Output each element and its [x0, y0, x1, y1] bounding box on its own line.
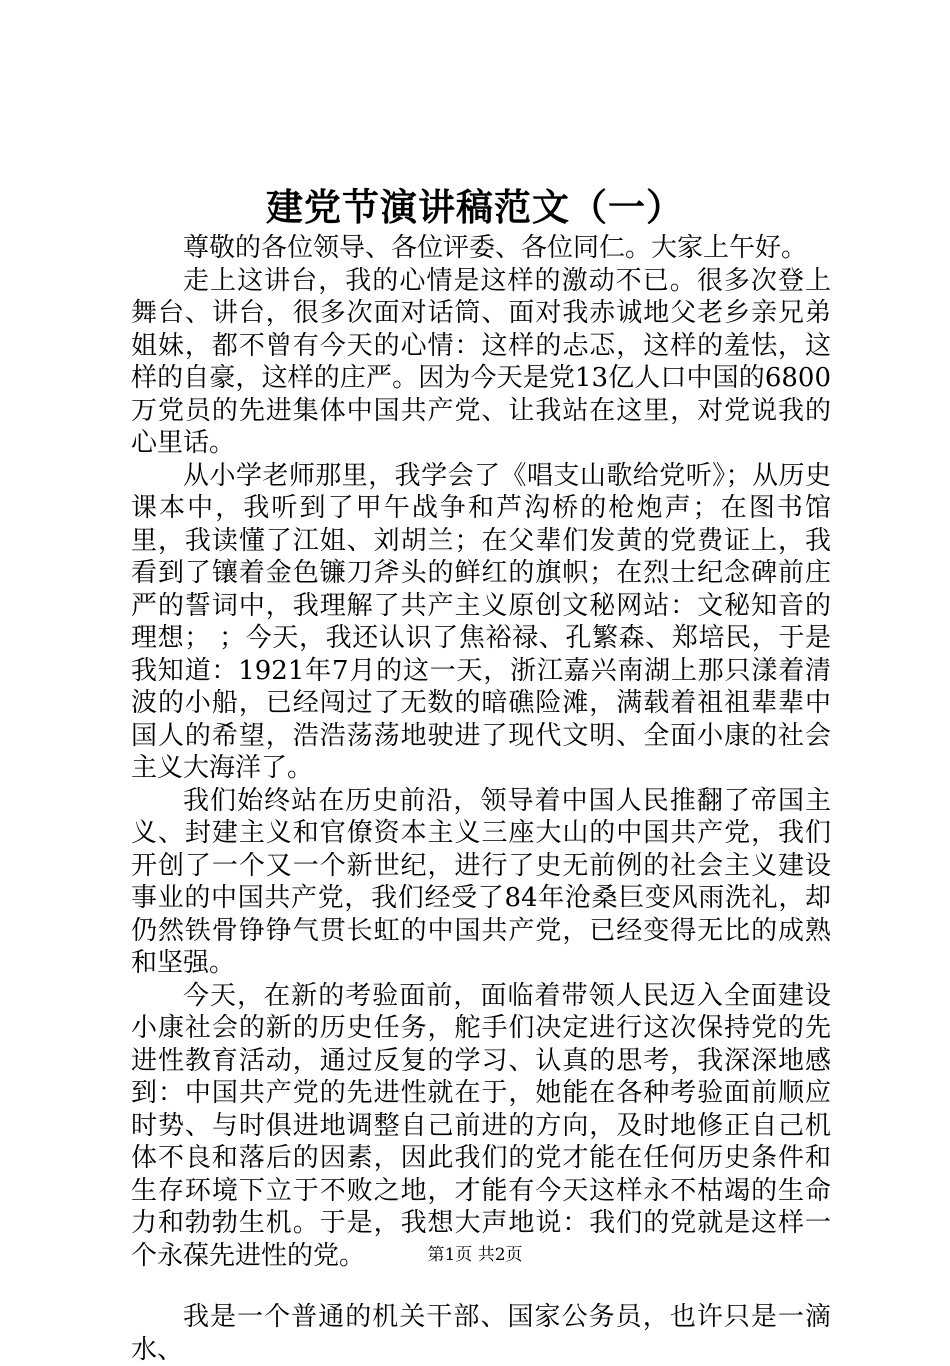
paragraph-self: 我是一个普通的机关干部、国家公务员，也许只是一滴水、 — [131, 1302, 831, 1365]
paragraph-history: 我们始终站在历史前沿，领导着中国人民推翻了帝国主义、封建主义和官僚资本主义三座大山的中国共产党，我们开创了一个又一个新世纪，进行了史无前例的社会主义建设事业的中国共产党，我们经受了84年沧桑巨变风雨洗礼，却仍然铁骨铮铮气贯长虹的中国共产党，已经变得无比的成熟和坚强。 — [131, 785, 831, 978]
paragraph-today: 今天，在新的考验面前，面临着带领人民迈入全面建设小康社会的新的历史任务，舵手们决定进行这次保持党的先进性教育活动，通过反复的学习、认真的思考，我深深地感到：中国共产党的先进性就在于，她能在各种考验面前顺应时势、与时俱进地调整自己前进的方向，及时地修正自己机体不良和落后的因素，因此我们的党才能在任何历史条件和生存环境下立于不败之地，才能有今天这样永不枯竭的生命力和勃勃生机。于是，我想大声地说：我们的党就是这样一个永葆先进性的党。 — [131, 980, 831, 1271]
document-title: 建党节演讲稿范文（一） — [266, 185, 684, 229]
paragraph-opening: 走上这讲台，我的心情是这样的激动不已。很多次登上舞台、讲台，很多次面对话筒、面对我赤诚地父老乡亲兄弟姐妹，都不曾有今天的心情：这样的忐忑，这样的羞怯，这样的自豪，这样的庄严。因为今天是党13亿人口中国的6800万党员的先进集体中国共产党、让我站在这里，对党说我的心里话。 — [131, 265, 831, 458]
paragraph-learning: 从小学老师那里，我学会了《唱支山歌给党听》；从历史课本中，我听到了甲午战争和芦沟桥的枪炮声；在图书馆里，我读懂了江姐、刘胡兰；在父辈们发黄的党费证上，我看到了镶着金色镰刀斧头的鲜红的旗帜；在烈士纪念碑前庄严的誓词中，我理解了共产主义原创文秘网站：文秘知音的理想； ；今天，我还认识了焦裕禄、孔繁森、郑培民，于是我知道：1921年7月的这一天，浙江嘉兴南湖上那只漾着清波的小船，已经闯过了无数的暗礁险滩，满载着祖祖辈辈中国人的希望，浩浩荡荡地驶进了现代文明、全面小康的社会主义大海洋了。 — [131, 460, 831, 783]
document-body — [131, 232, 831, 1366]
page-footer: 第1页 共2页 — [427, 1245, 523, 1265]
paragraph-greeting: 尊敬的各位领导、各位评委、各位同仁。大家上午好。 — [183, 233, 808, 263]
